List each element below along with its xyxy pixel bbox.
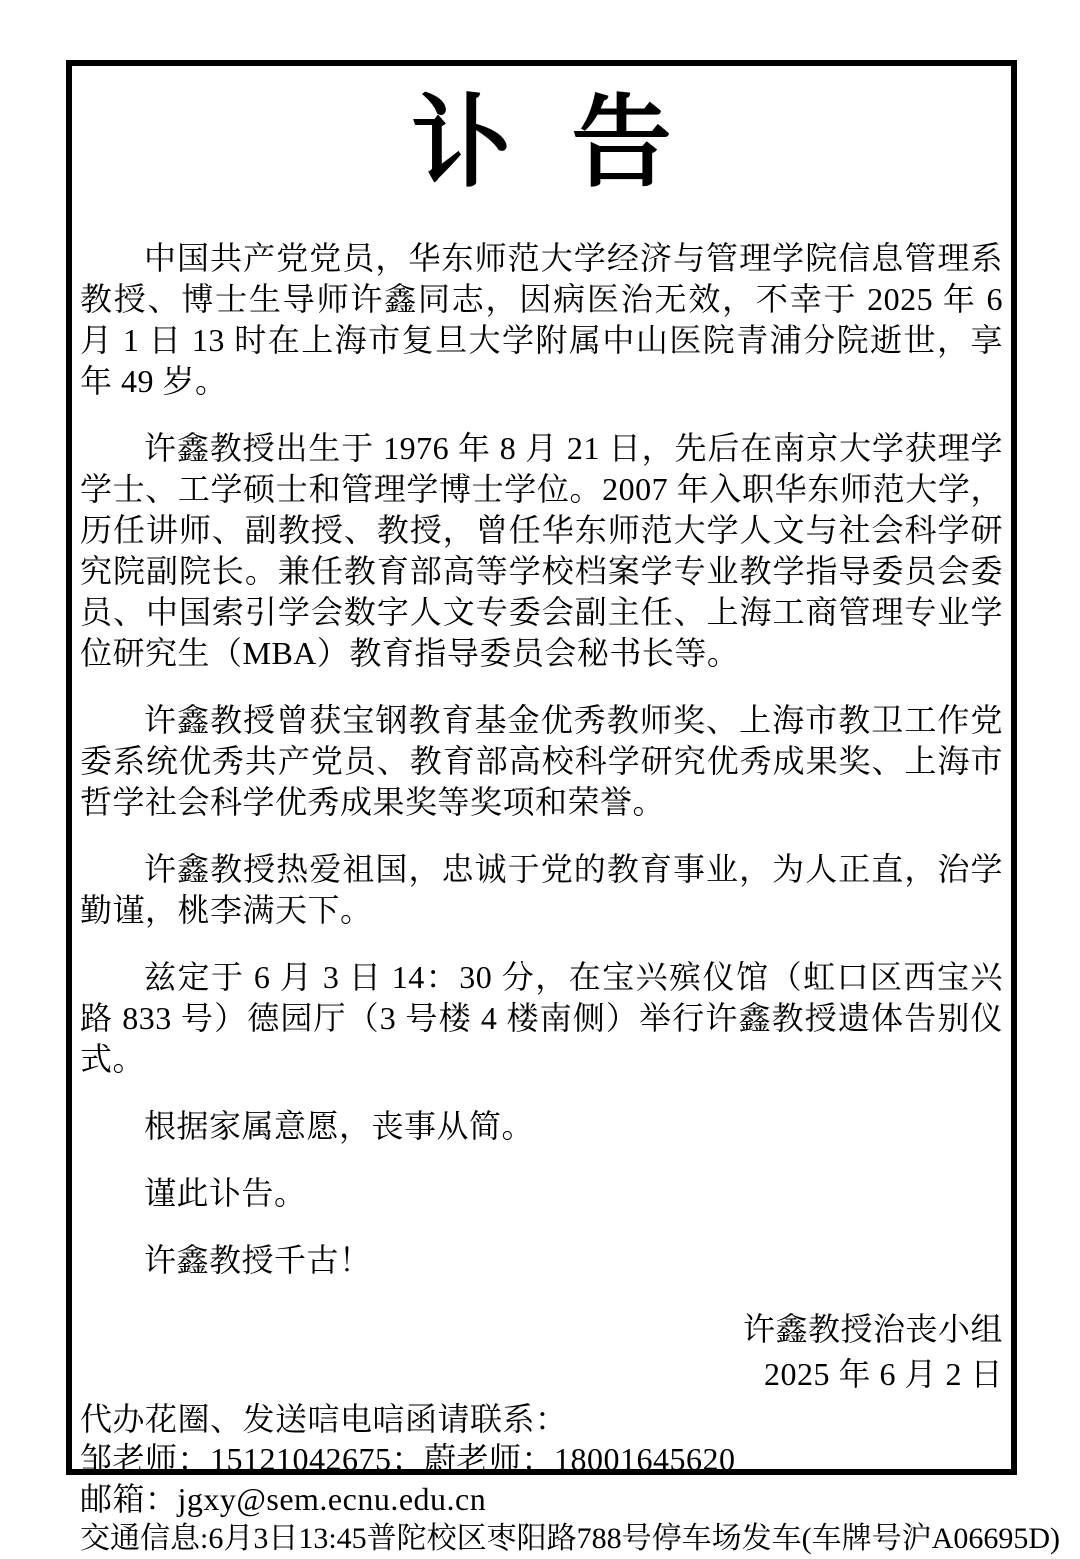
contact-block bbox=[80, 1399, 1060, 1559]
paragraph-biography: 许鑫教授出生于 1976 年 8 月 21 日，先后在南京大学获理学学士、工学硕士和管理学博士学位。2007 年入职华东师范大学，历任讲师、副教授、教授，曾任华东师范大学人文与社会科学研究院副院长。兼任教育部高等学校档案学专业教学指导委员会委员、中国索引学会数字人文专委会副主任、上海工商管理专业学位研究生（MBA）教育指导委员会秘书长等。 bbox=[80, 430, 1003, 671]
paragraph-memorial-arrangement: 兹定于 6 月 3 日 14：30 分，在宝兴殡仪馆（虹口区西宝兴路 833 号）德园厅（3 号楼 4 楼南侧）举行许鑫教授遗体告别仪式。 bbox=[80, 959, 1003, 1077]
signature-date: 2025 年 6 月 2 日 bbox=[763, 1356, 1003, 1392]
contact-email: 邮箱：jgxy@sem.ecnu.edu.cn bbox=[80, 1481, 487, 1517]
paragraph-character: 许鑫教授热爱祖国，忠诚于党的教育事业，为人正直，治学勤谨，桃李满天下。 bbox=[80, 851, 1003, 928]
signature-block bbox=[80, 1307, 1003, 1397]
notice-title: 讣 告 bbox=[411, 88, 672, 199]
paragraph-family-wishes: 根据家属意愿，丧事从简。 bbox=[144, 1108, 535, 1144]
signature: 许鑫教授治丧小组 bbox=[742, 1311, 1003, 1347]
paragraph-closing: 谨此讣告。 bbox=[144, 1175, 307, 1211]
contact-phones: 邹老师：15121042675；蔚老师：18001645620 bbox=[80, 1441, 736, 1477]
contact-transport: 交通信息:6月3日13:45普陀校区枣阳路788号停车场发车(车牌号沪A06695D) bbox=[80, 1522, 1060, 1555]
paragraph-death-announcement: 中国共产党党员，华东师范大学经济与管理学院信息管理系教授、博士生导师许鑫同志，因病医治无效，不幸于 2025 年 6 月 1 日 13 时在上海市复旦大学附属中山医院青浦分院逝世，享年 49 岁。 bbox=[80, 240, 1003, 399]
paragraph-tribute: 许鑫教授千古！ bbox=[144, 1242, 372, 1278]
paragraph-awards: 许鑫教授曾获宝钢教育基金优秀教师奖、上海市教卫工作党委系统优秀共产党员、教育部高校科学研究优秀成果奖、上海市哲学社会科学优秀成果奖等奖项和荣誉。 bbox=[80, 702, 1003, 820]
notice-border bbox=[66, 60, 1060, 1555]
notice-body bbox=[80, 238, 1003, 1281]
contact-intro: 代办花圈、发送唁电唁函请联系： bbox=[80, 1401, 568, 1437]
